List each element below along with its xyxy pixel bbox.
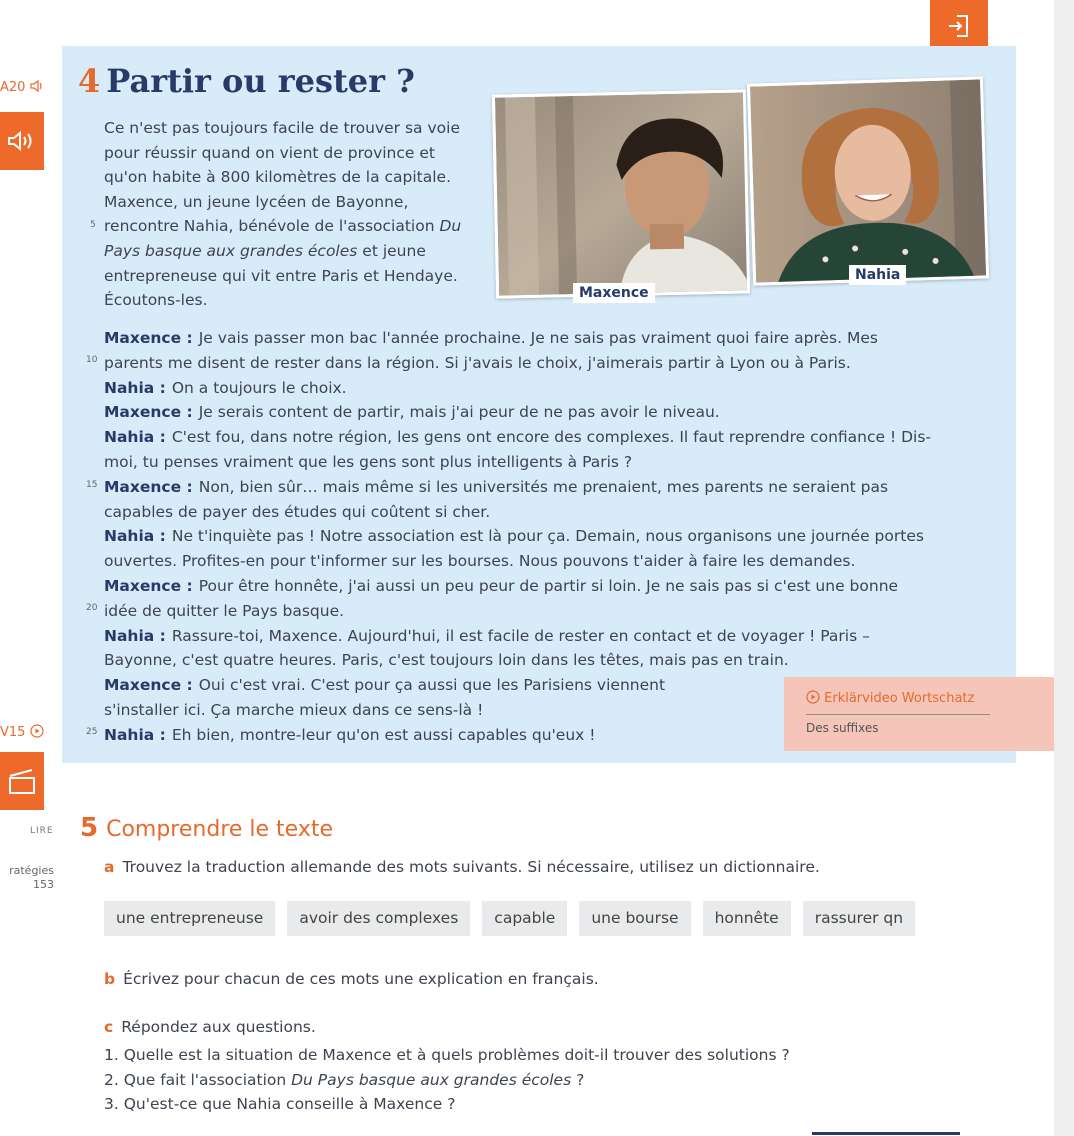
- dialog-line: C'est fou, dans notre région, les gens ont encore des complexes. Il faut reprendre confiance ! Dis-moi, tu penses vraiment que les gens sont plus intelligents à Paris ?: [104, 428, 932, 471]
- lire-label: LIRE: [30, 826, 54, 836]
- scroll-indicator: [812, 1132, 960, 1135]
- dialog-line: On a toujours le choix.: [171, 378, 347, 397]
- dialog-line: Pour être honnête, j'ai aussi un peu peur de partir si loin. Je ne sais pas si c'est une bonne idée de quitter le Pays basque.: [104, 576, 899, 620]
- word-chip: une entrepreneuse: [104, 901, 275, 936]
- exit-icon: [945, 12, 973, 40]
- clapperboard-icon: [7, 766, 37, 796]
- intro-paragraph: Ce n'est pas toujours facile de trouver sa voie pour réussir quand on vient de province et qu'on habite à 800 kilomètres de la capitale. Maxence, un jeune lycéen de Bayonne, rencontre Nahia, bénévole de l'association Du Pays basque aux grandes écoles et jeune entrepreneuse qui vit entre Paris et Hendaye. Écoutons-les.: [104, 119, 462, 310]
- play-circle-icon: [30, 724, 44, 738]
- line-number: 15: [86, 480, 98, 490]
- speaker-icon: [7, 130, 37, 152]
- question: 3. Qu'est-ce que Nahia conseille à Maxence ?: [104, 1095, 456, 1114]
- speaker-label: Maxence :: [104, 329, 193, 347]
- speaker-label: Maxence :: [104, 676, 193, 695]
- dialog-line: Rassure-toi, Maxence. Aujourd'hui, il est facile de rester en contact et de voyager ! Paris – Bayonne, c'est quatre heures. Paris, c'est toujours loin dans les têtes, mais pas en train.: [104, 626, 870, 670]
- dialog-line: Eh bien, montre-leur qu'on est aussi capables qu'eux !: [171, 725, 596, 744]
- question: 1. Quelle est la situation de Maxence et à quels problèmes doit-il trouver des solutions ?: [104, 1046, 790, 1064]
- task-c: c Répondez aux questions.: [104, 1018, 316, 1036]
- exercise-number: 4: [78, 62, 101, 100]
- erklaervideo-title: Erklärvideo Wortschatz: [806, 690, 1054, 706]
- audio-play-button[interactable]: [0, 112, 44, 170]
- audio-track-label: A20: [0, 80, 44, 95]
- exercise-number: 5: [80, 813, 99, 843]
- strategies-reference[interactable]: ratégies 153: [9, 864, 54, 891]
- speaker-label: Maxence :: [104, 576, 193, 595]
- video-play-button[interactable]: [0, 752, 44, 810]
- scroll-gutter: [1054, 0, 1074, 1136]
- maxence-caption: Maxence: [573, 283, 655, 303]
- erklaervideo-subtitle: Des suffixes: [806, 721, 879, 735]
- word-chip: une bourse: [579, 901, 690, 936]
- nahia-photo: [747, 76, 989, 285]
- exercise-title: Partir ou rester ?: [106, 62, 415, 100]
- speaker-label: Maxence :: [104, 403, 193, 422]
- dialog-line: Oui c'est vrai. C'est pour ça aussi que les Parisiens viennent s'installer ici. Ça marche mieux dans ce sens-là !: [104, 676, 666, 719]
- play-circle-icon: [806, 690, 820, 704]
- exercise-title: Comprendre le texte: [106, 817, 334, 842]
- question: 2. Que fait l'association Du Pays basque aux grandes écoles ?: [104, 1070, 585, 1089]
- dialog-line: Je vais passer mon bac l'année prochaine. Je ne sais pas vraiment quoi faire après. Mes parents me disent de rester dans la région. Si j'avais le choix, j'aimerais partir à Lyon ou à Paris.: [104, 329, 878, 372]
- speaker-small-icon: [30, 80, 44, 92]
- speaker-label: Maxence :: [104, 477, 193, 496]
- word-chip: rassurer qn: [803, 901, 915, 936]
- line-number: 25: [86, 727, 98, 737]
- line-number: 10: [86, 355, 98, 365]
- word-chips: [104, 901, 915, 936]
- line-number: 20: [86, 603, 98, 613]
- line-number: 5: [90, 220, 96, 230]
- nahia-caption: Nahia: [849, 265, 906, 285]
- speaker-label: Nahia :: [104, 626, 166, 645]
- speaker-label: Nahia :: [104, 527, 166, 546]
- task-a: a Trouvez la traduction allemande des mots suivants. Si nécessaire, utilisez un dictionnaire.: [104, 858, 820, 876]
- task-b: b Écrivez pour chacun de ces mots une explication en français.: [104, 970, 599, 988]
- word-chip: capable: [482, 901, 567, 936]
- speaker-label: Nahia :: [104, 378, 166, 397]
- divider: [806, 714, 990, 715]
- exercise-4-heading: [78, 62, 415, 100]
- dialog-line: Ne t'inquiète pas ! Notre association est là pour ça. Demain, nous organisons une journée portes ouvertes. Profites-en pour t'informer sur les bourses. Nous pouvons t'aider à faire les demandes.: [104, 527, 924, 571]
- dialog-line: Non, bien sûr… mais même si les universités me prenaient, mes parents ne seraient pas capables de payer des études qui coûtent si cher.: [104, 477, 889, 521]
- speaker-label: Nahia :: [104, 428, 166, 447]
- erklaervideo-link[interactable]: [784, 677, 1054, 751]
- exit-button[interactable]: [930, 0, 988, 51]
- speaker-label: Nahia :: [104, 725, 166, 744]
- word-chip: honnête: [703, 901, 791, 936]
- exercise-5-heading: [80, 813, 333, 843]
- dialog-line: Je serais content de partir, mais j'ai peur de ne pas avoir le niveau.: [198, 403, 720, 422]
- association-name: Du Pays basque aux grandes écoles: [104, 217, 462, 260]
- video-track-label: V15: [0, 724, 44, 740]
- question-list: [104, 1043, 790, 1117]
- maxence-photo: [492, 89, 750, 298]
- word-chip: avoir des complexes: [287, 901, 470, 936]
